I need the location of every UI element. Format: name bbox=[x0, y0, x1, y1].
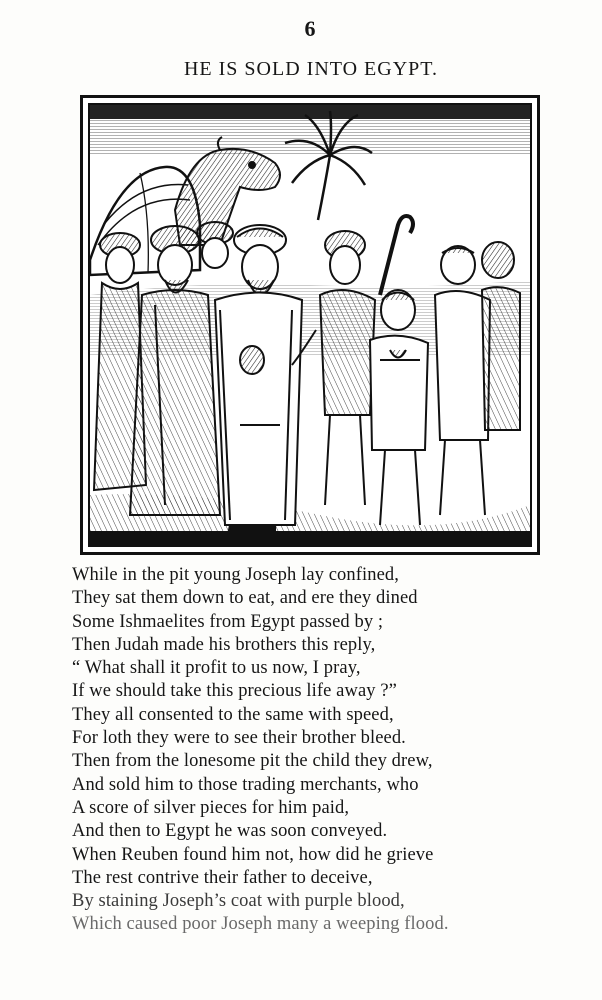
chapter-title: HE IS SOLD INTO EGYPT. bbox=[183, 58, 439, 80]
poem-line: For loth they were to see their brother bleed. bbox=[72, 728, 406, 749]
poem-text bbox=[72, 564, 592, 937]
poem-line: The rest contrive their father to deceive, bbox=[72, 867, 373, 888]
poem-line: “ What shall it profit to us now, I pray, bbox=[72, 658, 361, 679]
poem-line: By staining Joseph’s coat with purple blood, bbox=[72, 891, 405, 912]
poem-line: Then Judah made his brothers this reply, bbox=[72, 634, 376, 655]
poem-line: While in the pit young Joseph lay confined, bbox=[72, 565, 399, 585]
page-number: 6 bbox=[304, 16, 316, 41]
woodcut-illustration bbox=[80, 95, 540, 555]
poem-line: And sold him to those trading merchants, who bbox=[72, 774, 419, 795]
woodcut-drawing bbox=[80, 95, 540, 555]
poem-line: Then from the lonesome pit the child they drew, bbox=[72, 751, 433, 772]
poem-line: And then to Egypt he was soon conveyed. bbox=[72, 821, 388, 842]
poem-line: Some Ishmaelites from Egypt passed by ; bbox=[72, 611, 384, 632]
poem-line: If we should take this precious life away ?” bbox=[72, 681, 397, 702]
poem-line: Which caused poor Joseph many a weeping flood. bbox=[72, 914, 449, 935]
poem-line: They all consented to the same with speed, bbox=[72, 704, 394, 725]
poem-line: When Reuben found him not, how did he grieve bbox=[72, 844, 434, 865]
poem-line: A score of silver pieces for him paid, bbox=[72, 797, 350, 818]
poem-line: They sat them down to eat, and ere they dined bbox=[72, 588, 418, 609]
